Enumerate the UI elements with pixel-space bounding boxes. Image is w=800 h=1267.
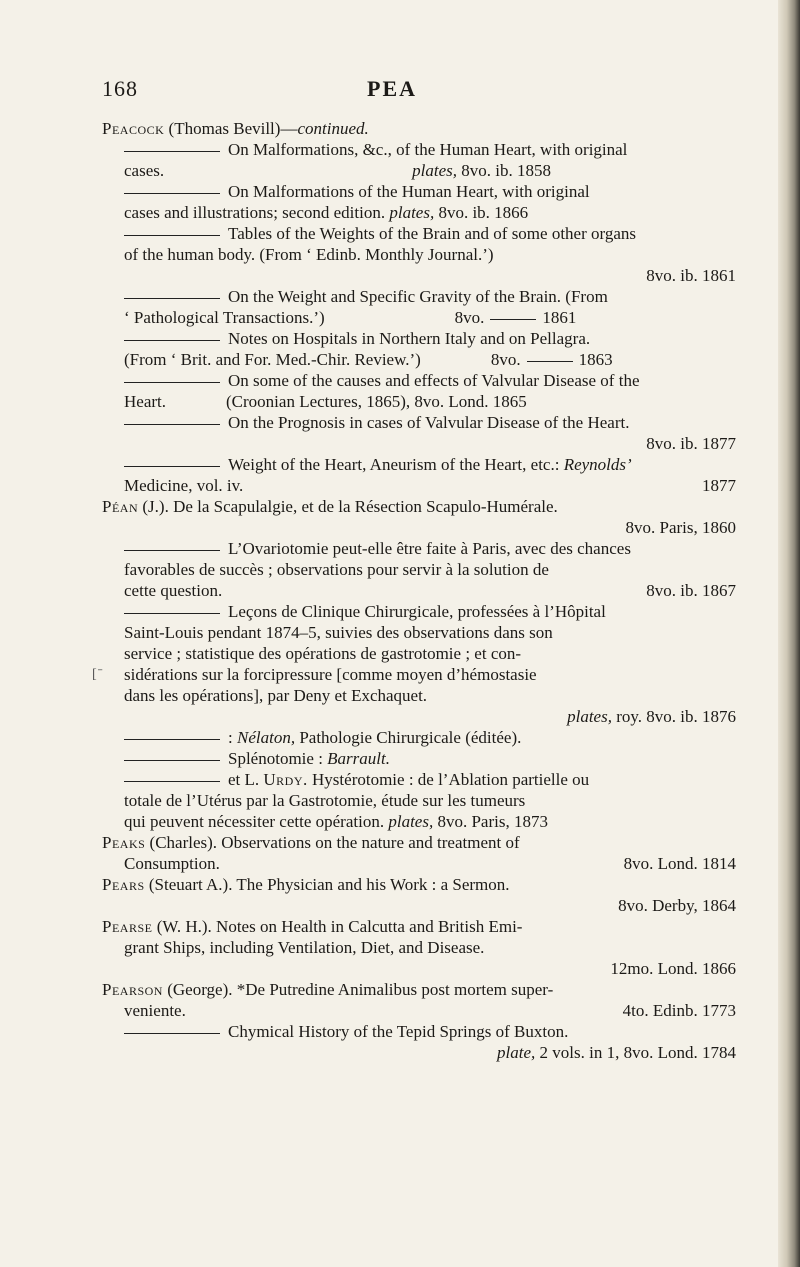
entry-line [102, 748, 770, 769]
entry-text: On the Prognosis in cases of Valvular Disease of the Heart. [228, 413, 630, 432]
bibliography-entry [102, 223, 770, 286]
entry-text: : [228, 728, 237, 747]
entry-line [102, 454, 770, 475]
entry-line [102, 433, 770, 454]
entry-imprint: (Croonian Lectures, 1865), 8vo. Lond. 1865 [226, 392, 527, 411]
bibliography-entry [102, 916, 770, 979]
entry-imprint: 8vo. Paris, 1860 [625, 518, 736, 537]
entry-text: L’Ovariotomie peut-elle être faite à Paris, avec des chances [228, 539, 631, 558]
entry-format: 8vo. [490, 350, 521, 369]
entry-text: favorables de succès ; observations pour servir à la solution de [124, 560, 549, 579]
entry-line [102, 937, 770, 958]
entry-line [102, 916, 770, 937]
entry-tail: 1861 [542, 308, 577, 327]
entry-imprint: roy. 8vo. ib. 1876 [611, 707, 736, 726]
entry-line [102, 769, 770, 790]
ditto-dash [124, 550, 220, 551]
entry-tail: Hystérotomie : de l’Ablation partielle ou [307, 770, 590, 789]
entry-line [102, 496, 770, 517]
entry-tail: Pathologie Chirurgicale (éditée). [295, 728, 522, 747]
entry-text: grant Ships, including Ventilation, Diet, and Disease. [124, 938, 485, 957]
entry-line [102, 391, 770, 412]
running-head: PEA [367, 76, 417, 101]
entry-line [102, 706, 770, 727]
entry-line [102, 622, 770, 643]
ditto-dash [124, 424, 220, 425]
entry-line [102, 790, 770, 811]
ditto-dash [124, 298, 220, 299]
entry-line [102, 832, 770, 853]
bibliography-entry [102, 727, 770, 748]
entry-text: qui peuvent nécessiter cette opération. [124, 812, 385, 831]
entry-italic: Nélaton, [236, 728, 296, 747]
entry-line [102, 811, 770, 832]
entry-text: et L. [228, 770, 264, 789]
entry-text: dans les opérations], par Deny et Exchaquet. [124, 686, 428, 705]
page-header [0, 76, 778, 106]
entry-text: Weight of the Heart, Aneurism of the Heart, etc.: [228, 455, 564, 474]
entry-italic: plate, [497, 1043, 536, 1062]
entry-line [102, 307, 770, 328]
entry-line [102, 580, 770, 601]
entry-italic: Reynolds’ [563, 455, 632, 474]
entry-imprint: 1877 [702, 476, 736, 495]
entry-line [102, 244, 770, 265]
entry-text: veniente. [124, 1001, 186, 1020]
entry-text: service ; statistique des opérations de gastrotomie ; et con- [124, 644, 522, 663]
bibliography-entry [102, 874, 770, 916]
entry-author: Peacock [102, 119, 165, 138]
entry-line [102, 517, 770, 538]
entry-line [92, 664, 770, 685]
ditto-dash [124, 340, 220, 341]
ditto-dash [124, 739, 220, 740]
entry-line [102, 727, 770, 748]
entry-imprint: 8vo. ib. 1877 [646, 434, 736, 453]
entry-italic: plates, [412, 161, 457, 180]
entry-line [102, 685, 770, 706]
entry-text: cases. [124, 161, 165, 180]
entry-tail: 1863 [578, 350, 613, 369]
entry-text: On the Weight and Specific Gravity of the Brain. (From [228, 287, 608, 306]
entry-text: Saint-Louis pendant 1874–5, suivies des observations dans son [124, 623, 553, 642]
entry-tail: 8vo. ib. 1866 [434, 203, 529, 222]
entry-line [102, 1042, 770, 1063]
entry-italic: plates, [388, 812, 434, 831]
ditto-dash [124, 235, 220, 236]
bibliography-entry [92, 601, 770, 727]
entry-text: (Thomas Bevill)— [164, 119, 298, 138]
bibliography-entry [102, 832, 770, 874]
ditto-dash-short [527, 361, 573, 362]
entry-text: sidérations sur la forcipressure [comme moyen d’hémostasie [124, 665, 537, 684]
entry-text: (Charles). Observations on the nature and treatment of [145, 833, 520, 852]
entry-line [102, 853, 770, 874]
entry-line [102, 349, 770, 370]
entry-text: of the human body. (From ‘ Edinb. Monthly Journal.’) [124, 245, 494, 264]
entry-italic: continued. [297, 119, 369, 138]
entry-text: Tables of the Weights of the Brain and of some other organs [228, 224, 637, 243]
page-edge-shadow [778, 0, 800, 1267]
entry-line [102, 874, 770, 895]
entry-line [102, 1000, 770, 1021]
ditto-dash [124, 466, 220, 467]
entry-author: Pearson [102, 980, 163, 999]
entry-line [102, 118, 770, 139]
bibliography-entry [102, 139, 770, 181]
entry-tail: 8vo. ib. 1858 [456, 161, 551, 180]
bibliography-entry [102, 748, 770, 769]
entry-imprint: 8vo. Lond. 1814 [623, 854, 736, 873]
ditto-dash [124, 781, 220, 782]
entry-imprint: 2 vols. in 1, 8vo. Lond. 1784 [535, 1043, 736, 1062]
ditto-dash [124, 151, 220, 152]
entry-text: cette question. [124, 581, 223, 600]
entry-line [102, 370, 770, 391]
entry-text: (George). *De Putredine Animalibus post mortem super- [162, 980, 554, 999]
entry-author: Pears [102, 875, 145, 894]
entry-line [102, 223, 770, 244]
entry-imprint: 12mo. Lond. 1866 [610, 959, 736, 978]
entry-line [102, 643, 770, 664]
entry-imprint: 4to. Edinb. 1773 [622, 1001, 736, 1020]
entry-line [102, 328, 770, 349]
bibliography-entry [102, 370, 770, 412]
ditto-dash [124, 382, 220, 383]
entry-line [102, 160, 770, 181]
entry-line [102, 412, 770, 433]
bibliography-entry [102, 1021, 770, 1063]
ditto-dash [124, 193, 220, 194]
bibliography-entry [102, 328, 770, 370]
entry-line [102, 601, 770, 622]
entry-text: Heart. [124, 392, 167, 411]
entry-line [102, 1021, 770, 1042]
entry-italic: Barrault. [327, 749, 390, 768]
entry-italic: plates, [567, 707, 612, 726]
bibliography-entry [102, 286, 770, 328]
entry-text: (J.). De la Scapulalgie, et de la Résection Scapulo-Humérale. [138, 497, 558, 516]
entry-line [102, 895, 770, 916]
entry-text: Splénotomie : [228, 749, 328, 768]
bibliography-entry [102, 412, 770, 454]
entry-text: Chymical History of the Tepid Springs of Buxton. [228, 1022, 569, 1041]
entry-text: totale de l’Utérus par la Gastrotomie, étude sur les tumeurs [124, 791, 526, 810]
entry-text: On Malformations of the Human Heart, with original [228, 182, 590, 201]
entry-line [102, 979, 770, 1000]
entry-line [102, 265, 770, 286]
entry-text: (W. H.). Notes on Health in Calcutta and British Emi- [152, 917, 523, 936]
entry-text: (Steuart A.). The Physician and his Work : a Sermon. [144, 875, 510, 894]
entry-text: ‘ Pathological Transactions.’) [124, 308, 325, 327]
bibliography-entry [102, 454, 770, 496]
entry-line [102, 181, 770, 202]
entry-text: cases and illustrations; second edition. [124, 203, 386, 222]
entry-line [102, 559, 770, 580]
page-number: 168 [102, 76, 138, 101]
ditto-dash [124, 613, 220, 614]
entry-imprint: 8vo. ib. 1867 [646, 581, 736, 600]
ditto-dash-short [490, 319, 536, 320]
entry-text: On Malformations, &c., of the Human Heart, with original [228, 140, 628, 159]
margin-bracket-mark: [ ̄ [92, 667, 101, 682]
bibliography-entry [102, 979, 770, 1021]
entry-text: Leçons de Clinique Chirurgicale, professées à l’Hôpital [228, 602, 606, 621]
bibliography-entry [102, 118, 770, 139]
entry-imprint: 8vo. Derby, 1864 [618, 896, 736, 915]
entry-author: Péan [102, 497, 139, 516]
entry-text: (From ‘ Brit. and For. Med.-Chir. Review.’) [124, 350, 421, 369]
ditto-dash [124, 760, 220, 761]
entry-line [102, 538, 770, 559]
entry-text: Notes on Hospitals in Northern Italy and on Pellagra. [228, 329, 591, 348]
entry-line [102, 139, 770, 160]
entry-tail: 8vo. Paris, 1873 [433, 812, 548, 831]
entry-author: Peaks [102, 833, 146, 852]
bibliography-entry [102, 769, 770, 832]
bibliography-entry [102, 181, 770, 223]
entry-line [102, 286, 770, 307]
entry-text: Medicine, vol. iv. [124, 476, 244, 495]
entry-italic: plates, [389, 203, 435, 222]
entry-format: 8vo. [454, 308, 485, 327]
entry-text: Consumption. [124, 854, 220, 873]
entry-line [102, 202, 770, 223]
entry-line [102, 475, 770, 496]
entry-coauthor: Urdy. [263, 770, 308, 789]
entry-author: Pearse [102, 917, 153, 936]
bibliography-entries [92, 118, 770, 1063]
bibliography-entry [102, 538, 770, 601]
ditto-dash [124, 1033, 220, 1034]
entry-text: On some of the causes and effects of Valvular Disease of the [228, 371, 640, 390]
entry-imprint: 8vo. ib. 1861 [646, 266, 736, 285]
bibliography-entry [102, 496, 770, 538]
entry-line [102, 958, 770, 979]
